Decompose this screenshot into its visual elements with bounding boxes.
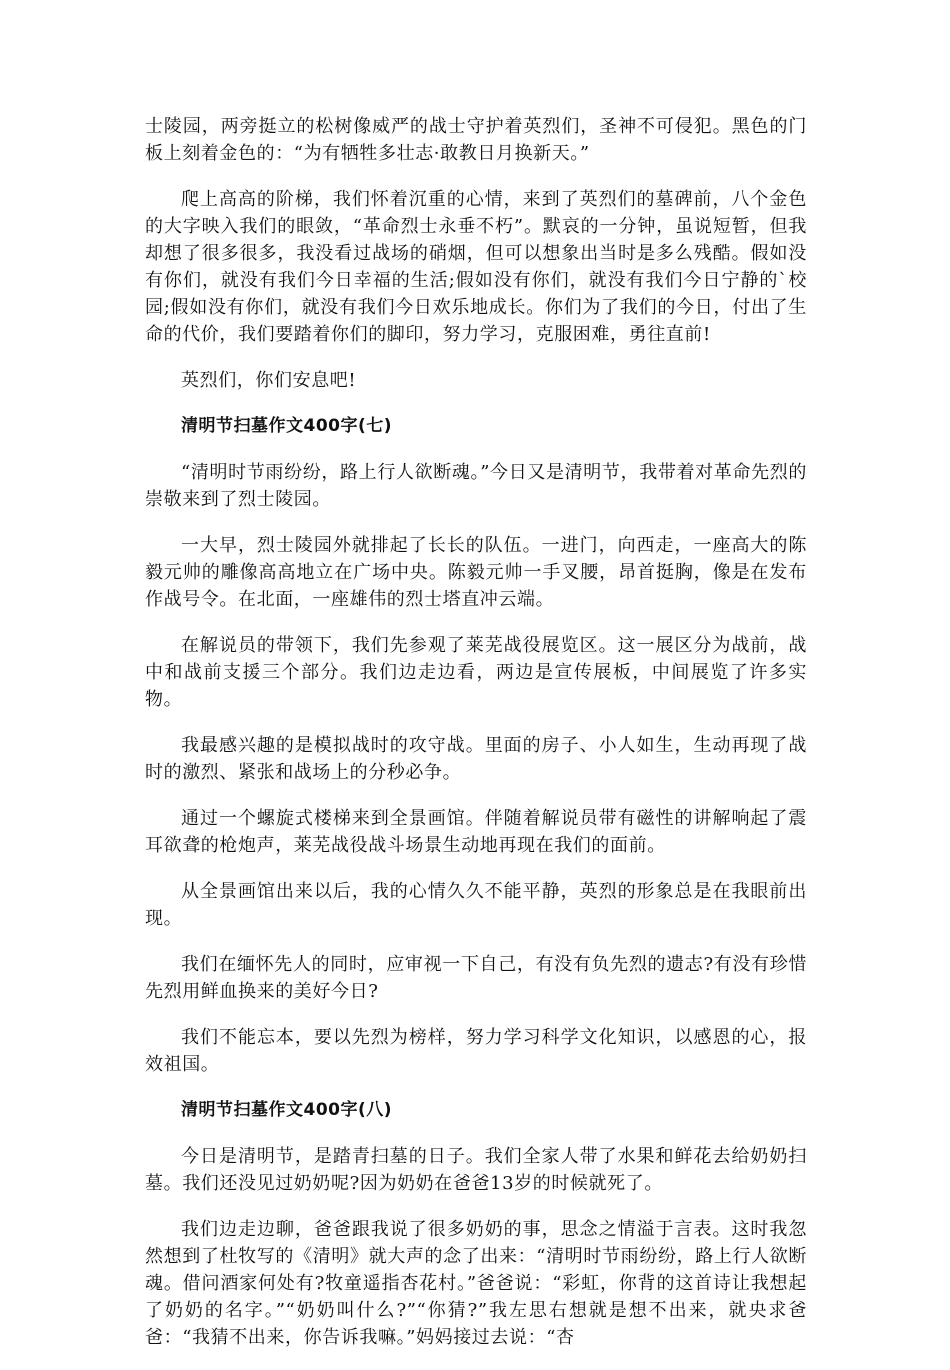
paragraph: 我们不能忘本，要以先烈为榜样，努力学习科学文化知识，以感恩的心，报效祖国。	[145, 1027, 807, 1075]
paragraph: “清明时节雨纷纷，路上行人欲断魂。”今日又是清明节，我带着对革命先烈的崇敬来到了烈士陵园。	[145, 462, 807, 510]
paragraph: 我们边走边聊，爸爸跟我说了很多奶奶的事，思念之情溢于言表。这时我忽然想到了杜牧写的《清明》就大声的念了出来：“清明时节雨纷纷，路上行人欲断魂。借问酒家何处有?牧童遥指杏花村。”爸爸说：“彩虹，你背的这首诗让我想起了奶奶的名字。”“奶奶叫什么?”“你猜?”我左思右想就是想不出来，就央求爸爸：“我猜不出来，你告诉我嘛。”妈妈接过去说：“杏	[145, 1219, 807, 1348]
paragraph: 英烈们，你们安息吧!	[181, 370, 357, 391]
paragraph: 一大早，烈士陵园外就排起了长长的队伍。一进门，向西走，一座高大的陈毅元帅的雕像高高地立在广场中央。陈毅元帅一手叉腰，昂首挺胸，像是在发布作战号令。在北面，一座雄伟的烈士塔直冲云端。	[145, 535, 807, 610]
paragraph: 爬上高高的阶梯，我们怀着沉重的心情，来到了英烈们的墓碑前，八个金色的大字映入我们的眼敛，“革命烈士永垂不朽”。默哀的一分钟，虽说短暂，但我却想了很多很多，我没看过战场的硝烟，但可以想象出当时是多么残酷。假如没有你们，就没有我们今日幸福的生活;假如没有你们，就没有我们今日宁静的`校园;假如没有你们，就没有我们今日欢乐地成长。你们为了我们的今日，付出了生命的代价，我们要踏着你们的脚印，努力学习，克服困难，勇往直前!	[145, 189, 807, 345]
paragraph: 我们在缅怀先人的同时，应审视一下自己，有没有负先烈的遗志?有没有珍惜先烈用鲜血换来的美好今日?	[145, 954, 807, 1002]
paragraph: 在解说员的带领下，我们先参观了莱芜战役展览区。这一展区分为战前，战中和战前支援三个部分。我们边走边看，两边是宣传展板，中间展览了许多实物。	[145, 635, 807, 710]
paragraph: 通过一个螺旋式楼梯来到全景画馆。伴随着解说员带有磁性的讲解响起了震耳欲聋的枪炮声，莱芜战役战斗场景生动地再现在我们的面前。	[145, 808, 807, 856]
paragraph: 今日是清明节，是踏青扫墓的日子。我们全家人带了水果和鲜花去给奶奶扫墓。我们还没见过奶奶呢?因为奶奶在爸爸13岁的时候就死了。	[145, 1146, 807, 1194]
paragraph: 我最感兴趣的是模拟战时的攻守战。里面的房子、小人如生，生动再现了战时的激烈、紧张和战场上的分秒必争。	[145, 735, 807, 783]
paragraph: 从全景画馆出来以后，我的心情久久不能平静，英烈的形象总是在我眼前出现。	[145, 881, 807, 929]
section-heading: 清明节扫墓作文400字(七)	[181, 416, 393, 436]
section-heading: 清明节扫墓作文400字(八)	[181, 1100, 393, 1120]
paragraph: 士陵园，两旁挺立的松树像威严的战士守护着英烈们，圣神不可侵犯。黑色的门板上刻着金色的：“为有牺牲多壮志·敢教日月换新天。”	[145, 116, 807, 164]
document-page	[145, 113, 807, 1370]
